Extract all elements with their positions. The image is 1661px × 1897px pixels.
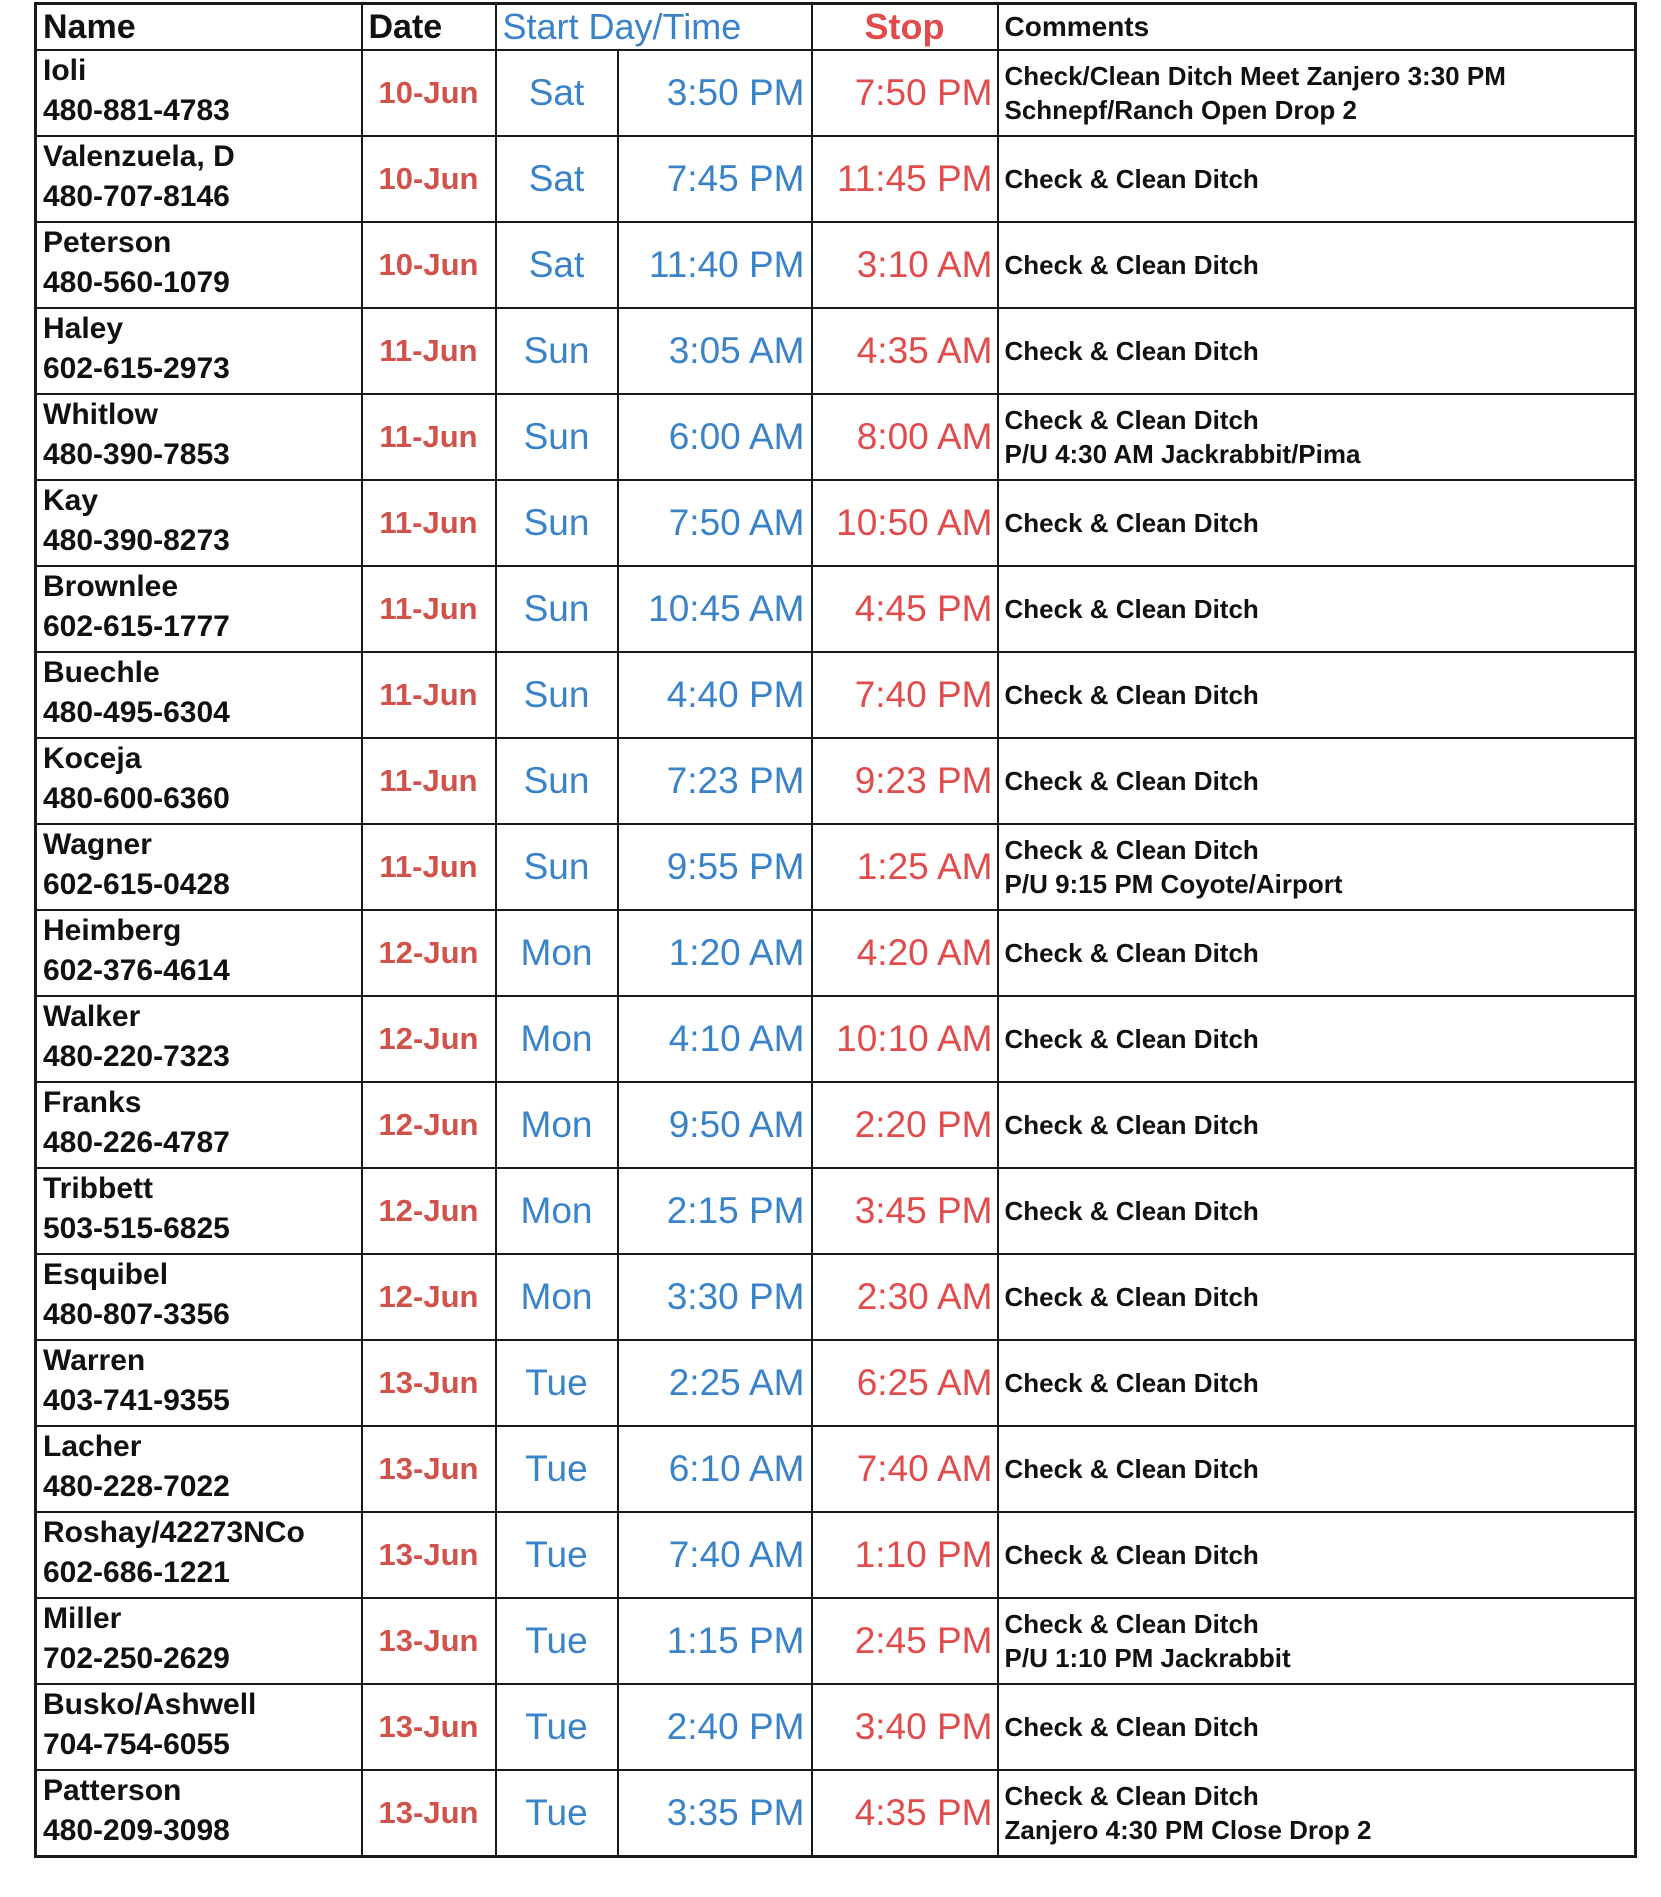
name-cell <box>36 1426 362 1512</box>
person-name: Esquibel <box>43 1258 169 1291</box>
table-row <box>36 738 1636 824</box>
date-cell: 12-Jun <box>362 996 496 1082</box>
comment-line-1: Check & Clean Ditch <box>1004 250 1259 280</box>
stop-time-cell: 7:50 PM <box>812 50 998 136</box>
person-name: Lacher <box>43 1430 142 1463</box>
person-name: Walker <box>43 1000 141 1033</box>
person-name: Tribbett <box>43 1172 153 1205</box>
date-cell: 12-Jun <box>362 1254 496 1340</box>
phone-number: 480-209-3098 <box>43 1814 230 1847</box>
comment-line-1: Check & Clean Ditch <box>1004 766 1259 796</box>
name-cell <box>36 910 362 996</box>
phone-number: 602-376-4614 <box>43 954 230 987</box>
start-time-cell: 1:15 PM <box>618 1598 812 1684</box>
stop-time-cell: 1:10 PM <box>812 1512 998 1598</box>
date-cell: 11-Jun <box>362 566 496 652</box>
person-name: Ioli <box>43 54 87 87</box>
table-row <box>36 136 1636 222</box>
person-name: Kay <box>43 484 99 517</box>
comment-line-1: Check & Clean Ditch <box>1004 1454 1259 1484</box>
date-cell: 12-Jun <box>362 910 496 996</box>
phone-number: 480-226-4787 <box>43 1126 230 1159</box>
date-cell: 12-Jun <box>362 1168 496 1254</box>
start-time-cell: 6:00 AM <box>618 394 812 480</box>
person-name: Heimberg <box>43 914 182 947</box>
comment-line-1: Check & Clean Ditch <box>1004 1712 1259 1742</box>
day-cell: Sun <box>496 480 618 566</box>
table-row <box>36 1340 1636 1426</box>
comment-line-1: Check & Clean Ditch <box>1004 835 1259 865</box>
date-cell: 13-Jun <box>362 1512 496 1598</box>
person-name: Miller <box>43 1602 122 1635</box>
name-cell <box>36 566 362 652</box>
start-time-cell: 7:45 PM <box>618 136 812 222</box>
comment-line-1: Check & Clean Ditch <box>1004 1196 1259 1226</box>
comments-cell <box>998 1770 1636 1856</box>
phone-number: 480-881-4783 <box>43 94 230 127</box>
stop-time-cell: 4:35 PM <box>812 1770 998 1856</box>
day-cell: Sun <box>496 394 618 480</box>
comment-line-2: P/U 4:30 AM Jackrabbit/Pima <box>1004 439 1361 469</box>
date-cell: 10-Jun <box>362 136 496 222</box>
start-time-cell: 1:20 AM <box>618 910 812 996</box>
stop-time-cell: 10:50 AM <box>812 480 998 566</box>
comments-cell <box>998 996 1636 1082</box>
comments-cell <box>998 394 1636 480</box>
comments-cell <box>998 910 1636 996</box>
day-cell: Tue <box>496 1598 618 1684</box>
table-row <box>36 652 1636 738</box>
phone-number: 503-515-6825 <box>43 1212 230 1245</box>
name-cell <box>36 1168 362 1254</box>
name-cell <box>36 1770 362 1856</box>
stop-time-cell: 10:10 AM <box>812 996 998 1082</box>
comment-line-1: Check & Clean Ditch <box>1004 938 1259 968</box>
day-cell: Sat <box>496 222 618 308</box>
person-name: Franks <box>43 1086 142 1119</box>
date-cell: 10-Jun <box>362 50 496 136</box>
stop-time-cell: 2:20 PM <box>812 1082 998 1168</box>
comment-line-1: Check & Clean Ditch <box>1004 1609 1259 1639</box>
phone-number: 480-228-7022 <box>43 1470 230 1503</box>
start-time-cell: 7:23 PM <box>618 738 812 824</box>
person-name: Peterson <box>43 226 172 259</box>
table-row <box>36 566 1636 652</box>
phone-number: 602-615-0428 <box>43 868 230 901</box>
start-time-cell: 7:50 AM <box>618 480 812 566</box>
comment-line-1: Check & Clean Ditch <box>1004 680 1259 710</box>
start-time-cell: 3:35 PM <box>618 1770 812 1856</box>
date-cell: 13-Jun <box>362 1426 496 1512</box>
comment-line-1: Check & Clean Ditch <box>1004 336 1259 366</box>
phone-number: 602-615-1777 <box>43 610 230 643</box>
comment-line-2: Schnepf/Ranch Open Drop 2 <box>1004 95 1357 125</box>
table-row <box>36 1684 1636 1770</box>
comments-cell <box>998 1512 1636 1598</box>
start-time-cell: 2:15 PM <box>618 1168 812 1254</box>
day-cell: Tue <box>496 1512 618 1598</box>
person-name: Warren <box>43 1344 146 1377</box>
date-cell: 13-Jun <box>362 1684 496 1770</box>
day-cell: Tue <box>496 1770 618 1856</box>
date-cell: 10-Jun <box>362 222 496 308</box>
stop-time-cell: 1:25 AM <box>812 824 998 910</box>
stop-time-cell: 3:40 PM <box>812 1684 998 1770</box>
comments-cell <box>998 50 1636 136</box>
comment-line-1: Check & Clean Ditch <box>1004 164 1259 194</box>
start-time-cell: 9:50 AM <box>618 1082 812 1168</box>
day-cell: Mon <box>496 1168 618 1254</box>
comment-line-2: P/U 9:15 PM Coyote/Airport <box>1004 869 1343 899</box>
day-cell: Mon <box>496 996 618 1082</box>
stop-time-cell: 7:40 AM <box>812 1426 998 1512</box>
name-cell <box>36 1254 362 1340</box>
table-row <box>36 1512 1636 1598</box>
comments-cell <box>998 1426 1636 1512</box>
name-cell <box>36 824 362 910</box>
start-time-cell: 3:50 PM <box>618 50 812 136</box>
comment-line-2: P/U 1:10 PM Jackrabbit <box>1004 1643 1291 1673</box>
name-cell <box>36 652 362 738</box>
header-start-day-time: Start Day/Time <box>496 4 812 51</box>
stop-time-cell: 7:40 PM <box>812 652 998 738</box>
table-row <box>36 394 1636 480</box>
date-cell: 11-Jun <box>362 738 496 824</box>
comment-line-1: Check & Clean Ditch <box>1004 1780 1259 1811</box>
day-cell: Sun <box>496 652 618 738</box>
table-row <box>36 1168 1636 1254</box>
person-name: Koceja <box>43 742 142 775</box>
comments-cell <box>998 1340 1636 1426</box>
date-cell: 13-Jun <box>362 1770 496 1856</box>
start-time-cell: 2:40 PM <box>618 1684 812 1770</box>
start-time-cell: 11:40 PM <box>618 222 812 308</box>
name-cell <box>36 222 362 308</box>
table-row <box>36 996 1636 1082</box>
table-row <box>36 1598 1636 1684</box>
phone-number: 704-754-6055 <box>43 1728 230 1761</box>
header-row <box>36 4 1636 51</box>
person-name: Valenzuela, D <box>43 140 235 173</box>
schedule-rows <box>36 50 1636 1856</box>
day-cell: Sat <box>496 136 618 222</box>
comment-line-2: Zanjero 4:30 PM Close Drop 2 <box>1004 1814 1372 1845</box>
date-cell: 11-Jun <box>362 480 496 566</box>
comments-cell <box>998 308 1636 394</box>
phone-number: 480-707-8146 <box>43 180 230 213</box>
comments-cell <box>998 1168 1636 1254</box>
date-cell: 11-Jun <box>362 652 496 738</box>
table-row <box>36 50 1636 136</box>
stop-time-cell: 4:20 AM <box>812 910 998 996</box>
phone-number: 480-220-7323 <box>43 1040 230 1073</box>
comment-line-1: Check & Clean Ditch <box>1004 1368 1259 1398</box>
comments-cell <box>998 136 1636 222</box>
phone-number: 480-600-6360 <box>43 782 230 815</box>
stop-time-cell: 6:25 AM <box>812 1340 998 1426</box>
person-name: Whitlow <box>43 398 158 431</box>
person-name: Brownlee <box>43 570 179 603</box>
table-row <box>36 824 1636 910</box>
schedule-table <box>34 2 1637 1858</box>
day-cell: Sun <box>496 738 618 824</box>
stop-time-cell: 9:23 PM <box>812 738 998 824</box>
comments-cell <box>998 1598 1636 1684</box>
comment-line-1: Check & Clean Ditch <box>1004 1024 1259 1054</box>
table-row <box>36 1254 1636 1340</box>
day-cell: Sun <box>496 308 618 394</box>
name-cell <box>36 480 362 566</box>
phone-number: 403-741-9355 <box>43 1384 230 1417</box>
person-name: Wagner <box>43 828 152 861</box>
date-cell: 11-Jun <box>362 824 496 910</box>
header-comments: Comments <box>998 4 1636 51</box>
person-name: Haley <box>43 312 124 345</box>
start-time-cell: 3:30 PM <box>618 1254 812 1340</box>
phone-number: 602-615-2973 <box>43 352 230 385</box>
day-cell: Tue <box>496 1684 618 1770</box>
comment-line-1: Check & Clean Ditch <box>1004 1540 1259 1570</box>
day-cell: Tue <box>496 1340 618 1426</box>
comment-line-1: Check & Clean Ditch <box>1004 594 1259 624</box>
start-time-cell: 7:40 AM <box>618 1512 812 1598</box>
name-cell <box>36 738 362 824</box>
comments-cell <box>998 738 1636 824</box>
header-date: Date <box>362 4 496 51</box>
comments-cell <box>998 652 1636 738</box>
person-name: Busko/Ashwell <box>43 1688 257 1721</box>
start-time-cell: 3:05 AM <box>618 308 812 394</box>
name-cell <box>36 1598 362 1684</box>
table-row <box>36 308 1636 394</box>
name-cell <box>36 1082 362 1168</box>
start-time-cell: 4:10 AM <box>618 996 812 1082</box>
comment-line-1: Check & Clean Ditch <box>1004 1110 1259 1140</box>
comment-line-1: Check & Clean Ditch <box>1004 508 1259 538</box>
comments-cell <box>998 222 1636 308</box>
day-cell: Tue <box>496 1426 618 1512</box>
phone-number: 702-250-2629 <box>43 1642 230 1675</box>
date-cell: 11-Jun <box>362 308 496 394</box>
name-cell <box>36 136 362 222</box>
comment-line-1: Check & Clean Ditch <box>1004 405 1259 435</box>
comments-cell <box>998 1254 1636 1340</box>
comments-cell <box>998 824 1636 910</box>
date-cell: 11-Jun <box>362 394 496 480</box>
phone-number: 480-390-8273 <box>43 524 230 557</box>
table-row <box>36 222 1636 308</box>
phone-number: 480-390-7853 <box>43 438 230 471</box>
comment-line-1: Check/Clean Ditch Meet Zanjero 3:30 PM <box>1004 61 1506 91</box>
start-time-cell: 4:40 PM <box>618 652 812 738</box>
stop-time-cell: 2:30 AM <box>812 1254 998 1340</box>
comments-cell <box>998 480 1636 566</box>
start-time-cell: 10:45 AM <box>618 566 812 652</box>
person-name: Buechle <box>43 656 160 689</box>
day-cell: Mon <box>496 1082 618 1168</box>
stop-time-cell: 2:45 PM <box>812 1598 998 1684</box>
phone-number: 480-495-6304 <box>43 696 230 729</box>
stop-time-cell: 4:35 AM <box>812 308 998 394</box>
phone-number: 602-686-1221 <box>43 1556 230 1589</box>
name-cell <box>36 394 362 480</box>
day-cell: Mon <box>496 910 618 996</box>
phone-number: 480-807-3356 <box>43 1298 230 1331</box>
start-time-cell: 6:10 AM <box>618 1426 812 1512</box>
start-time-cell: 2:25 AM <box>618 1340 812 1426</box>
comments-cell <box>998 566 1636 652</box>
person-name: Patterson <box>43 1774 182 1807</box>
stop-time-cell: 3:45 PM <box>812 1168 998 1254</box>
table-row <box>36 1426 1636 1512</box>
day-cell: Sun <box>496 824 618 910</box>
stop-time-cell: 11:45 PM <box>812 136 998 222</box>
table-row <box>36 1770 1636 1856</box>
comment-line-1: Check & Clean Ditch <box>1004 1282 1259 1312</box>
name-cell <box>36 1340 362 1426</box>
comments-cell <box>998 1082 1636 1168</box>
table-row <box>36 480 1636 566</box>
name-cell <box>36 1512 362 1598</box>
day-cell: Sun <box>496 566 618 652</box>
comments-cell <box>998 1684 1636 1770</box>
day-cell: Sat <box>496 50 618 136</box>
name-cell <box>36 996 362 1082</box>
day-cell: Mon <box>496 1254 618 1340</box>
start-time-cell: 9:55 PM <box>618 824 812 910</box>
stop-time-cell: 3:10 AM <box>812 222 998 308</box>
table-row <box>36 1082 1636 1168</box>
header-stop: Stop <box>812 4 998 51</box>
date-cell: 12-Jun <box>362 1082 496 1168</box>
stop-time-cell: 4:45 PM <box>812 566 998 652</box>
stop-time-cell: 8:00 AM <box>812 394 998 480</box>
person-name: Roshay/42273NCo <box>43 1516 305 1549</box>
date-cell: 13-Jun <box>362 1340 496 1426</box>
name-cell <box>36 50 362 136</box>
table-row <box>36 910 1636 996</box>
name-cell <box>36 308 362 394</box>
phone-number: 480-560-1079 <box>43 266 230 299</box>
date-cell: 13-Jun <box>362 1598 496 1684</box>
header-name: Name <box>36 4 362 51</box>
name-cell <box>36 1684 362 1770</box>
